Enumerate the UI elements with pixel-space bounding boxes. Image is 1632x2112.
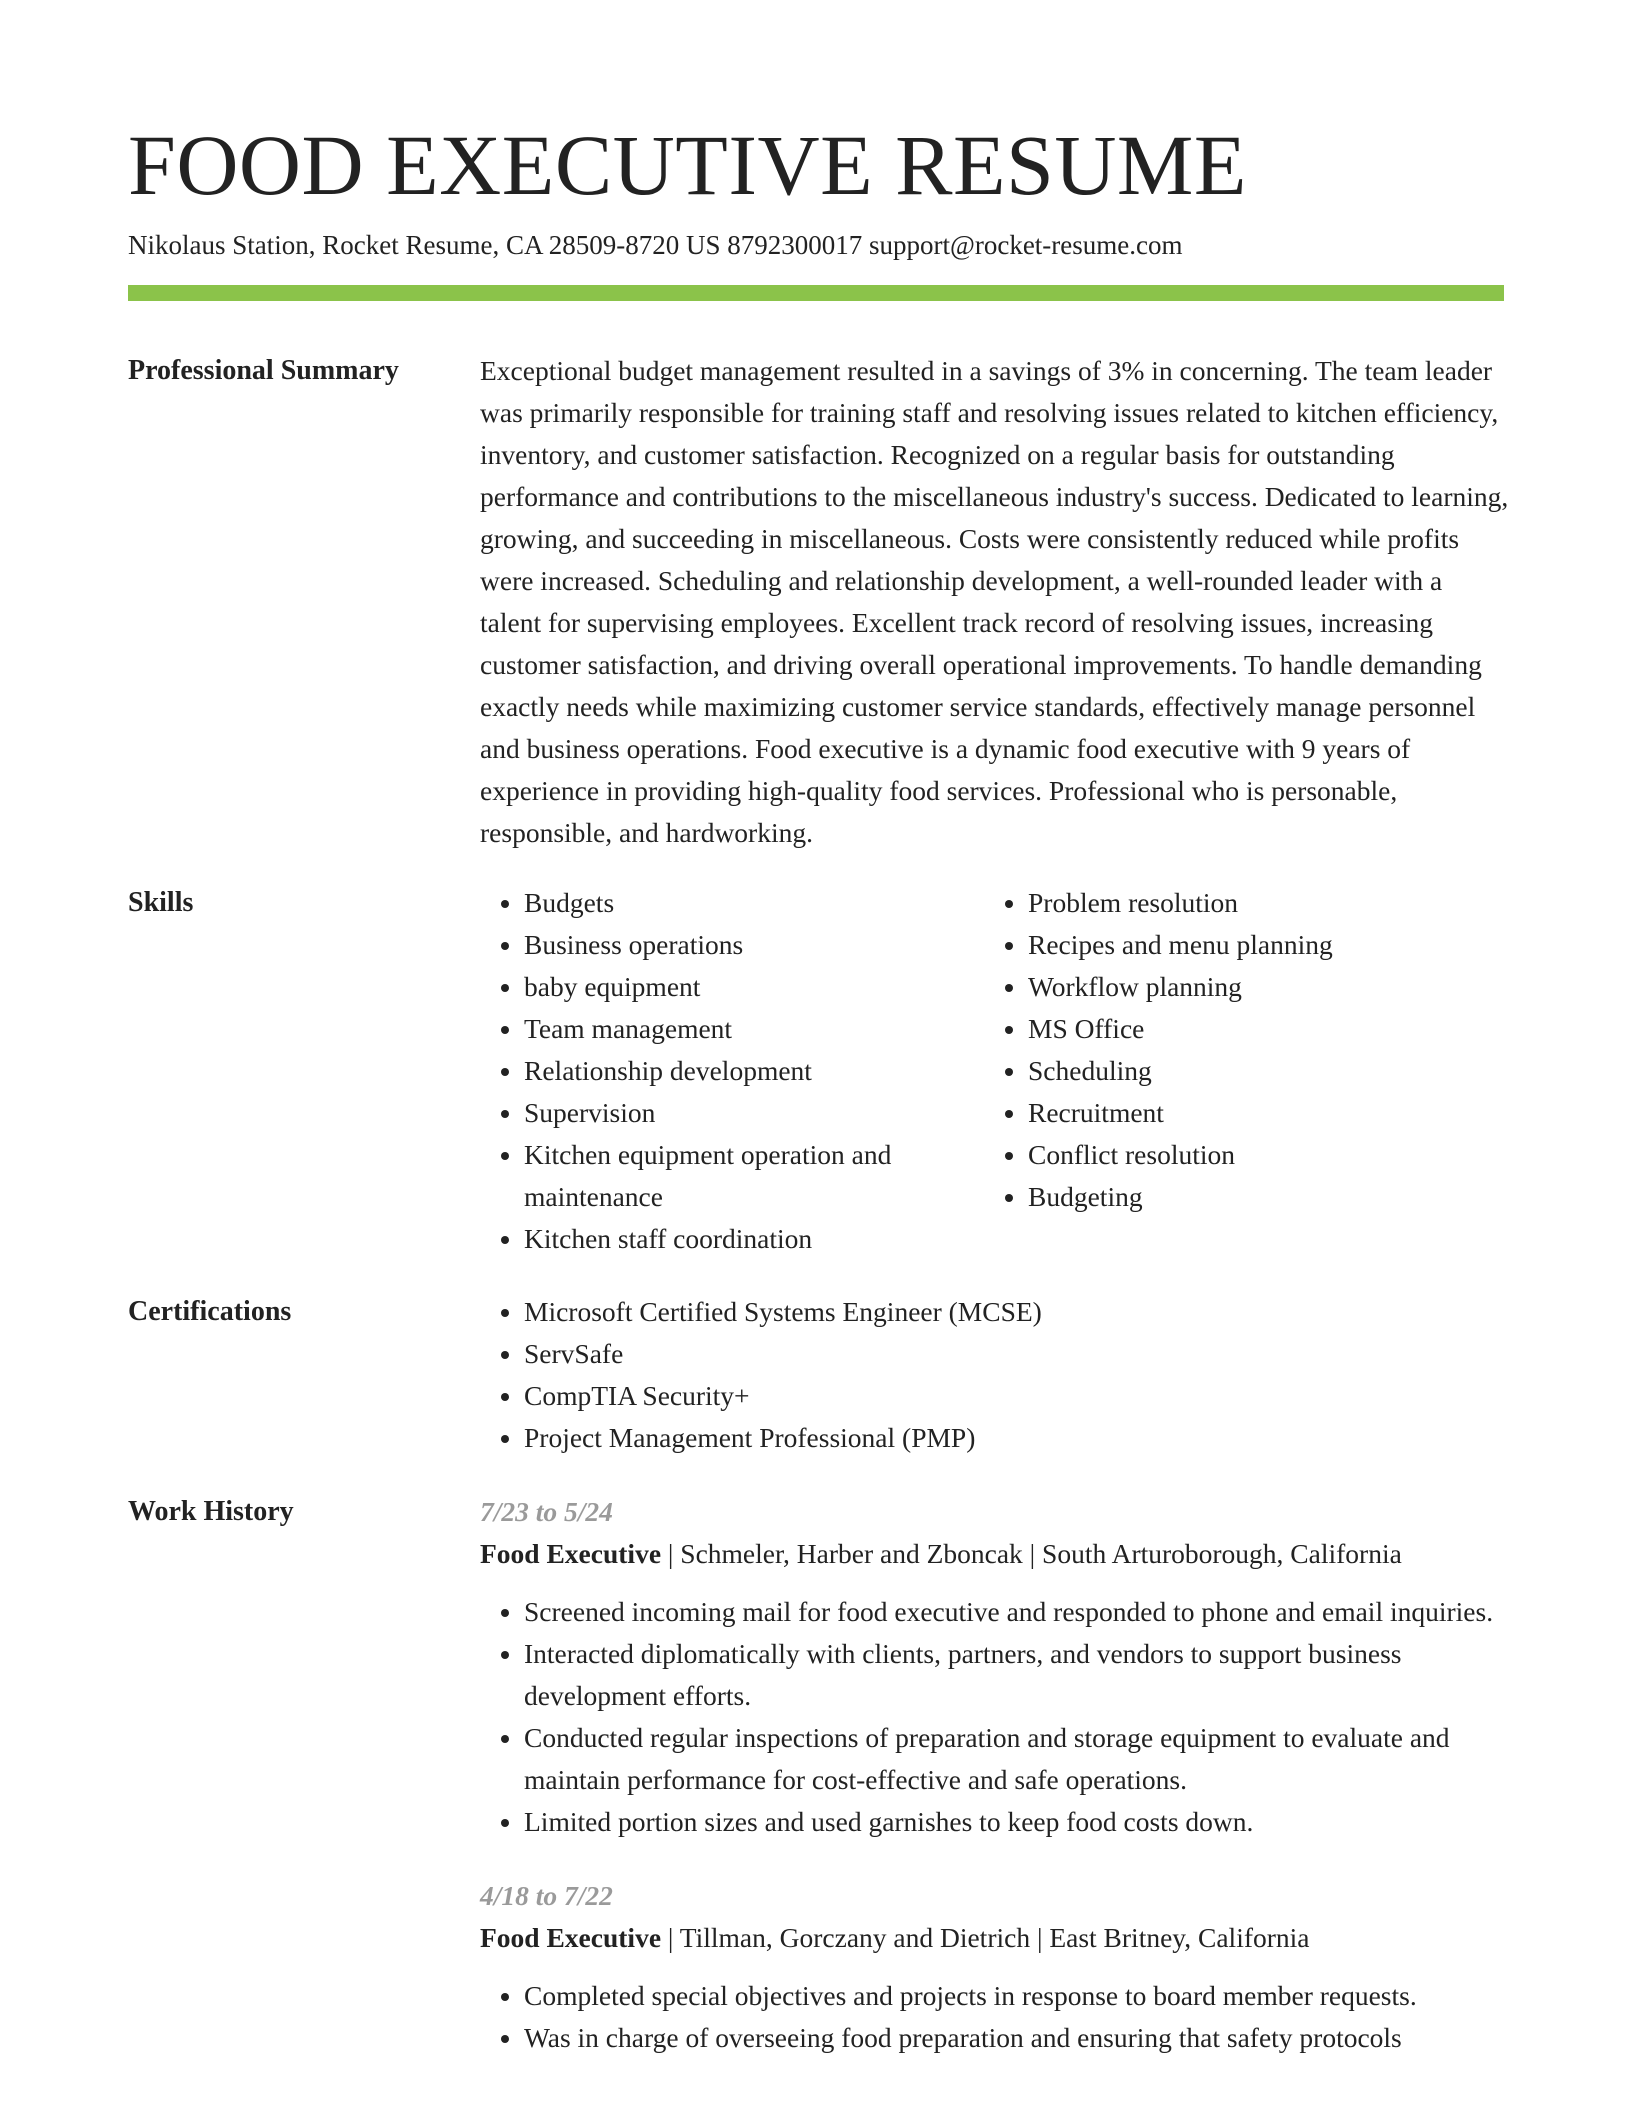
job-entry: [480, 1491, 1510, 1843]
job-bullet: • Interacted diplomatically with clients, partners, and vendors to support business development efforts.: [524, 1633, 1510, 1717]
skill-item: • Kitchen equipment operation and maintenance: [524, 1134, 984, 1218]
job-heading: [480, 1917, 1510, 1959]
skill-item: • Budgeting: [1028, 1176, 1488, 1218]
skill-item: • baby equipment: [524, 966, 984, 1008]
skills-column-right: [984, 882, 1488, 1260]
skills-column-left: [480, 882, 984, 1260]
job-details: | Tillman, Gorczany and Dietrich | East Britney, California: [661, 1922, 1310, 1953]
summary-label: Professional Summary: [128, 355, 399, 386]
job-bullet: • Screened incoming mail for food executive and responded to phone and email inquiries.: [524, 1591, 1510, 1633]
skills-label: Skills: [128, 887, 194, 918]
skill-item: • Kitchen staff coordination: [524, 1218, 984, 1260]
job-details: | Schmeler, Harber and Zboncak | South Arturoborough, California: [661, 1538, 1402, 1569]
skill-item: • Scheduling: [1028, 1050, 1488, 1092]
skill-item: • Recipes and menu planning: [1028, 924, 1488, 966]
certification-item: • Microsoft Certified Systems Engineer (MCSE): [524, 1291, 1510, 1333]
skill-item: • Workflow planning: [1028, 966, 1488, 1008]
job-bullet: • Completed special objectives and projects in response to board member requests.: [524, 1975, 1510, 2017]
job-heading: [480, 1533, 1510, 1575]
job-bullet: • Limited portion sizes and used garnishes to keep food costs down.: [524, 1801, 1510, 1843]
certifications-label: Certifications: [128, 1296, 292, 1327]
skill-item: • Business operations: [524, 924, 984, 966]
skill-item: • MS Office: [1028, 1008, 1488, 1050]
job-title: Food Executive: [480, 1538, 662, 1569]
certification-item: • CompTIA Security+: [524, 1375, 1510, 1417]
skill-item: • Conflict resolution: [1028, 1134, 1488, 1176]
job-bullet: • Was in charge of overseeing food preparation and ensuring that safety protocols: [524, 2017, 1510, 2059]
contact-line: Nikolaus Station, Rocket Resume, CA 28509-8720 US 8792300017 support@rocket-resume.com: [128, 230, 1183, 260]
skill-item: • Team management: [524, 1008, 984, 1050]
resume-title: FOOD EXECUTIVE RESUME: [128, 117, 1247, 213]
job-dates: 7/23 to 5/24: [480, 1496, 613, 1527]
certification-item: • ServSafe: [524, 1333, 1510, 1375]
header-divider: [128, 285, 1504, 301]
job-title: Food Executive: [480, 1922, 662, 1953]
skill-item: • Relationship development: [524, 1050, 984, 1092]
skill-item: • Problem resolution: [1028, 882, 1488, 924]
skill-item: • Supervision: [524, 1092, 984, 1134]
job-entry: [480, 1875, 1510, 2059]
summary-text: Exceptional budget management resulted in a savings of 3% in concerning. The team leader was primarily responsible for training staff and resolving issues related to kitchen efficiency, inventory, and customer satisfaction. Recognized on a regular basis for outstanding performance and contributions to the miscellaneous industry's success. Dedicated to learning, growing, and succeeding in miscellaneous. Costs were consistently reduced while profits were increased. Scheduling and relationship development, a well-rounded leader with a talent for supervising employees. Excellent track record of resolving issues, increasing customer satisfaction, and driving overall operational improvements. To handle demanding exactly needs while maximizing customer service standards, effectively manage personnel and business operations. Food executive is a dynamic food executive with 9 years of experience in providing high-quality food services. Professional who is personable, responsible, and hardworking.: [480, 355, 1509, 848]
job-bullet: • Conducted regular inspections of preparation and storage equipment to evaluate and maintain performance for cost-effective and safe operations.: [524, 1717, 1510, 1801]
work-history-label: Work History: [128, 1496, 294, 1527]
skill-item: • Recruitment: [1028, 1092, 1488, 1134]
job-dates: 4/18 to 7/22: [480, 1880, 613, 1911]
skill-item: • Budgets: [524, 882, 984, 924]
certification-item: • Project Management Professional (PMP): [524, 1417, 1510, 1459]
